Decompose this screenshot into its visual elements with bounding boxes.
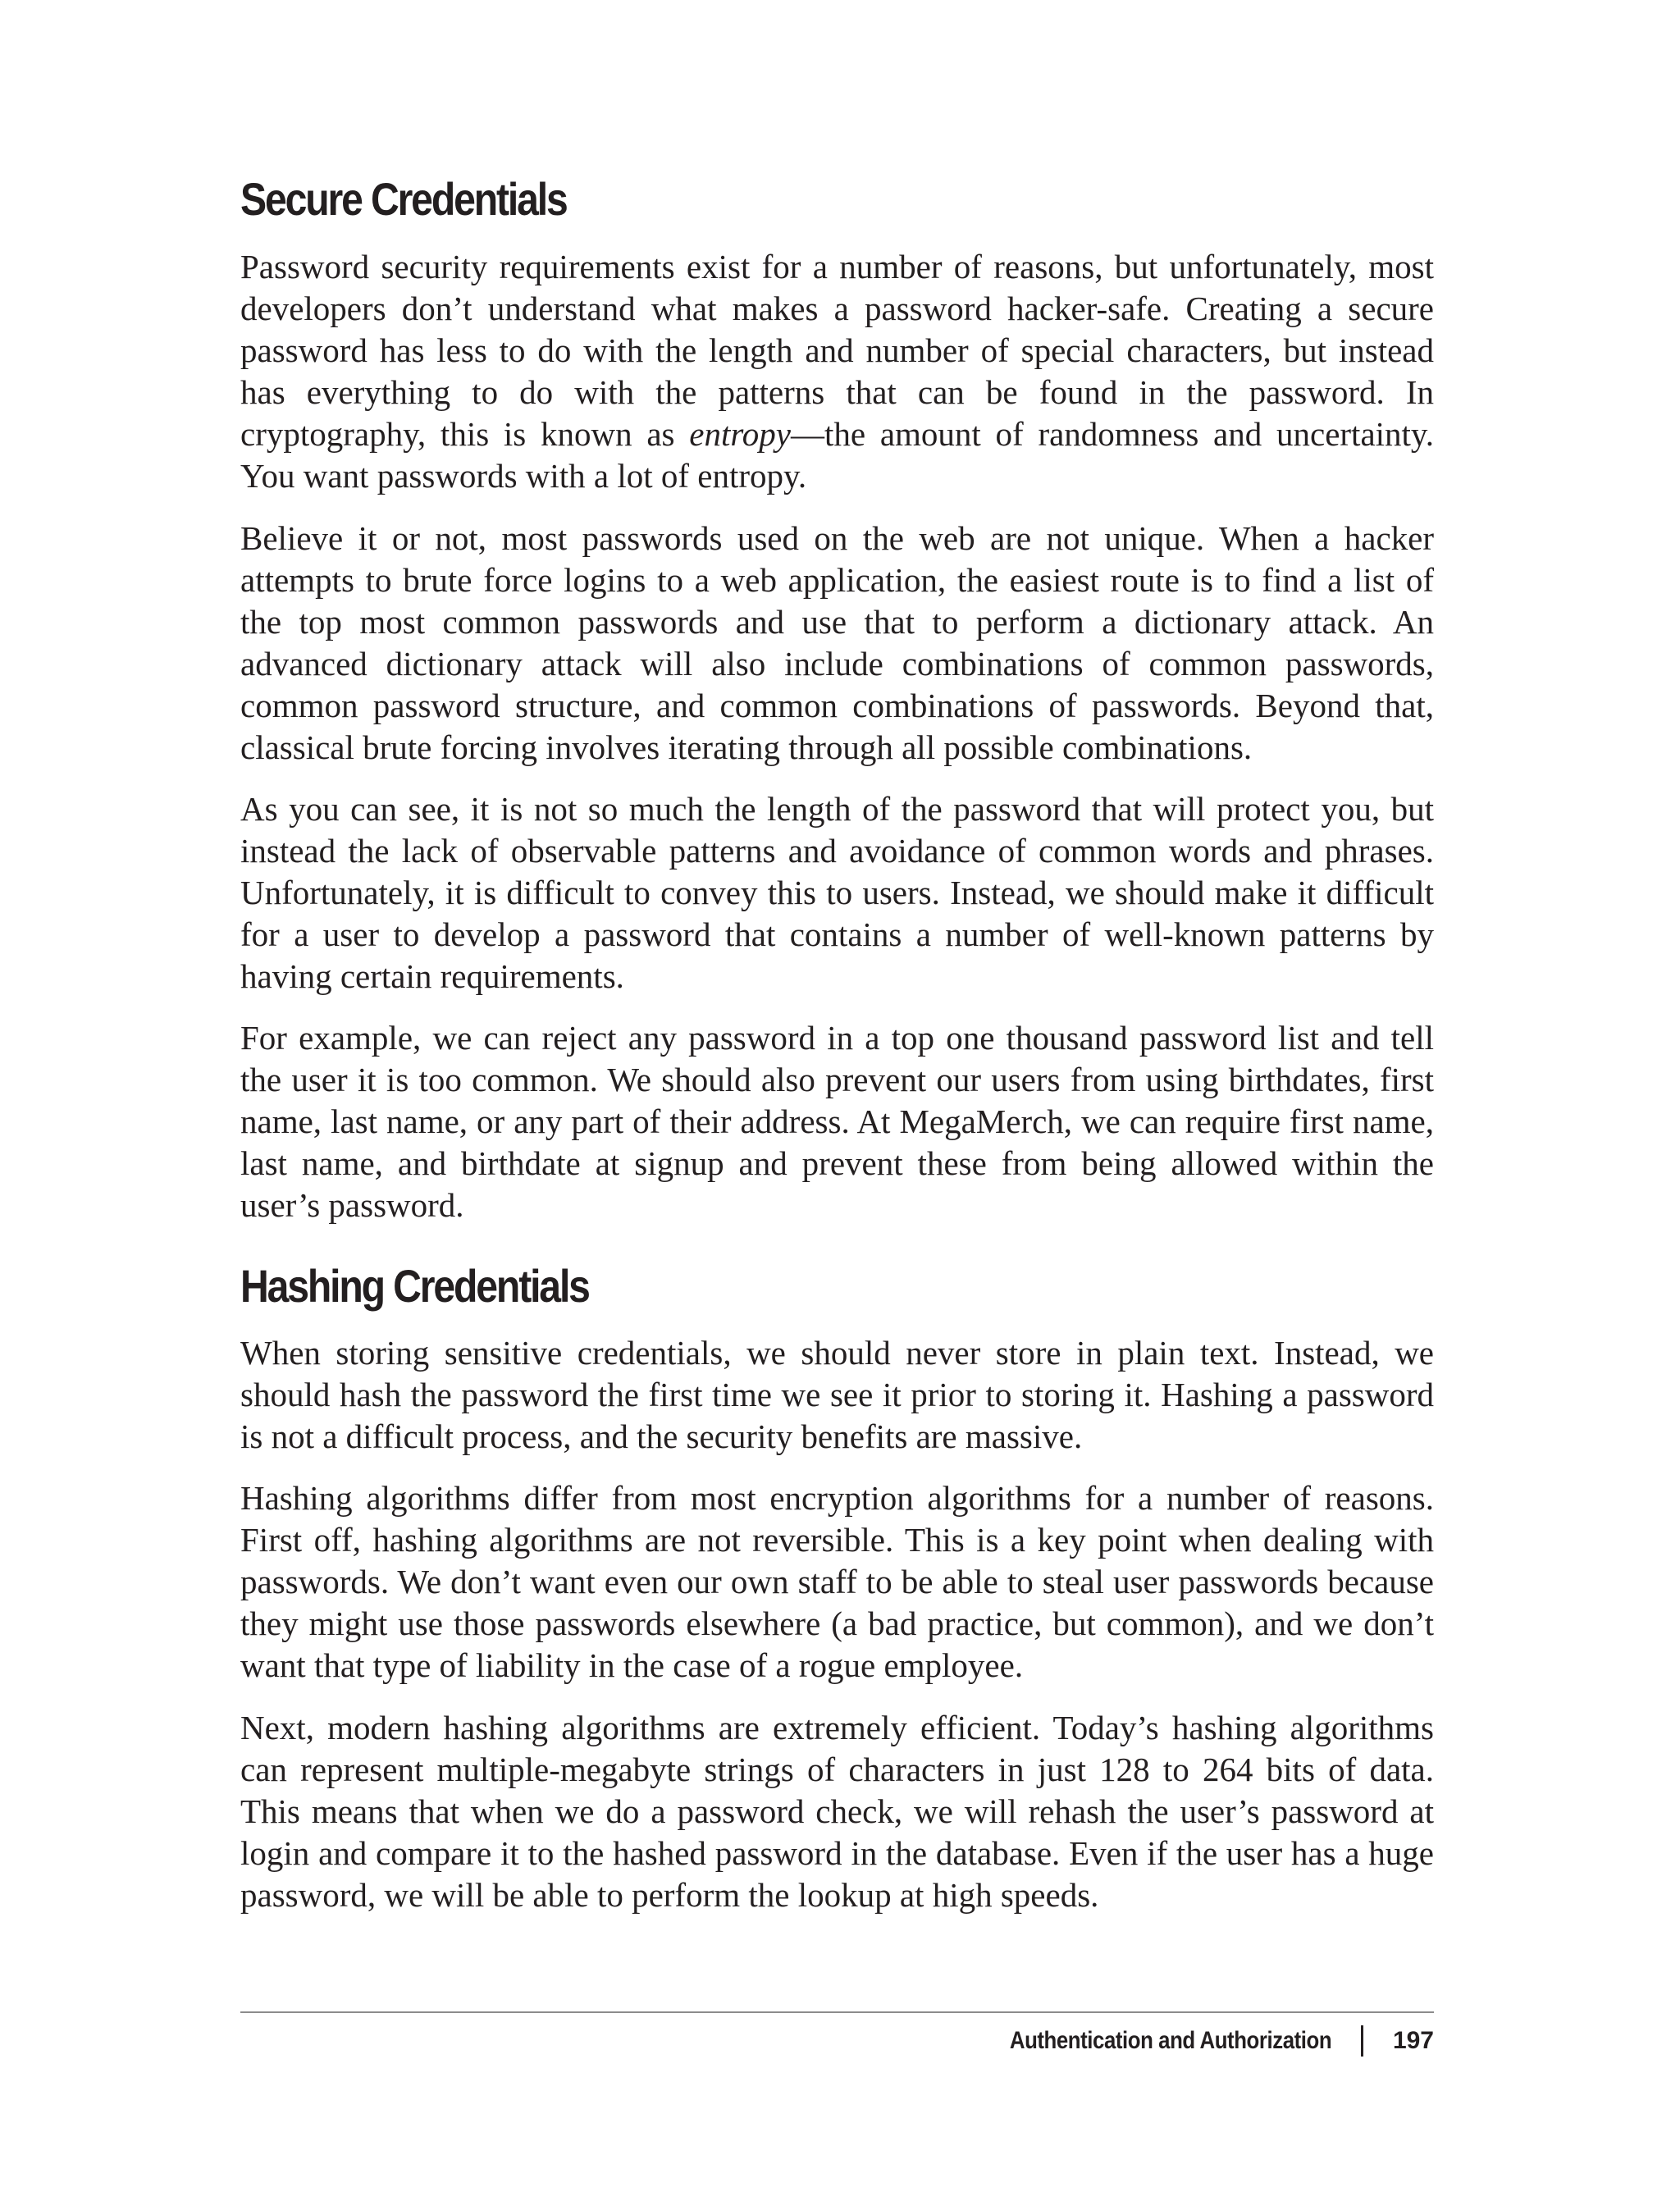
heading-hashing-credentials: Hashing Credentials: [240, 1260, 589, 1312]
footer-section-title: Authentication and Authorization: [1009, 2027, 1331, 2054]
paragraph-secure-1-text-b: —the amount of randomness and uncertainty. You want passwords with a lot of entropy.: [240, 415, 1435, 495]
paragraph-hashing-2: Hashing algorithms differ from most encryption algorithms for a number of reasons. First off, hashing algorithms are not reversible. This is a key point when dealing with passwords. We don’t want even our own staff to be able to steal user passwords because they might use those passwords elsewhere (a bad practice, but common), and we don’t want that type of liability in the case of a rogue employee.: [240, 1479, 1434, 1684]
paragraph-secure-3: As you can see, it is not so much the length of the password that will protect you, but instead the lack of observable patterns and avoidance of common words and phrases. Unfortunately, it is difficult to convey this to users. Instead, we should make it difficult for a user to develop a password that contains a number of well-known patterns by having certain requirements.: [240, 790, 1434, 995]
footer-separator: [1361, 2025, 1363, 2057]
paragraph-secure-1-text-a: Password security requirements exist for a number of reasons, but unfortunately, most developers don’t understand what makes a password hacker-safe. Creating a secure password has less to do with the length and number of special characters, but instead has everything to do with the patterns that can be found in the password. In cryptography, this is known as: [240, 248, 1434, 453]
paragraph-hashing-1: When storing sensitive credentials, we should never store in plain text. Instead, we should hash the password the first time we see it prior to storing it. Hashing a password is not a difficult process, and the security benefits are massive.: [240, 1334, 1434, 1455]
heading-secure-credentials: Secure Credentials: [240, 173, 567, 225]
entropy-term: entropy: [689, 415, 791, 453]
footer-rule: [240, 2011, 1434, 2013]
paragraph-secure-4: For example, we can reject any password in a top one thousand password list and tell the user it is too common. We should also prevent our users from using birthdates, first name, last name, or any part of their address. At MegaMerch, we can require first name, last name, and birthdate at signup and prevent these from being allowed within the user’s password.: [240, 1019, 1434, 1224]
paragraph-hashing-3: Next, modern hashing algorithms are extremely efficient. Today’s hashing algorithms can represent multiple-megabyte strings of characters in just 128 to 264 bits of data. This means that when we do a password check, we will rehash the user’s password at login and compare it to the hashed password in the database. Even if the user has a huge password, we will be able to perform the lookup at high speeds.: [240, 1709, 1434, 1914]
paragraph-secure-1: [240, 246, 1434, 497]
page-footer: [957, 2023, 1434, 2059]
page-number: 197: [1392, 2027, 1434, 2054]
paragraph-secure-2: Believe it or not, most passwords used on the web are not unique. When a hacker attempts to brute force logins to a web application, the easiest route is to find a list of the top most common passwords and use that to perform a dictionary attack. An advanced dictionary attack will also include combinations of common passwords, common password structure, and common combinations of passwords. Beyond that, classical brute forcing involves iterating through all possible combinations.: [240, 519, 1434, 766]
